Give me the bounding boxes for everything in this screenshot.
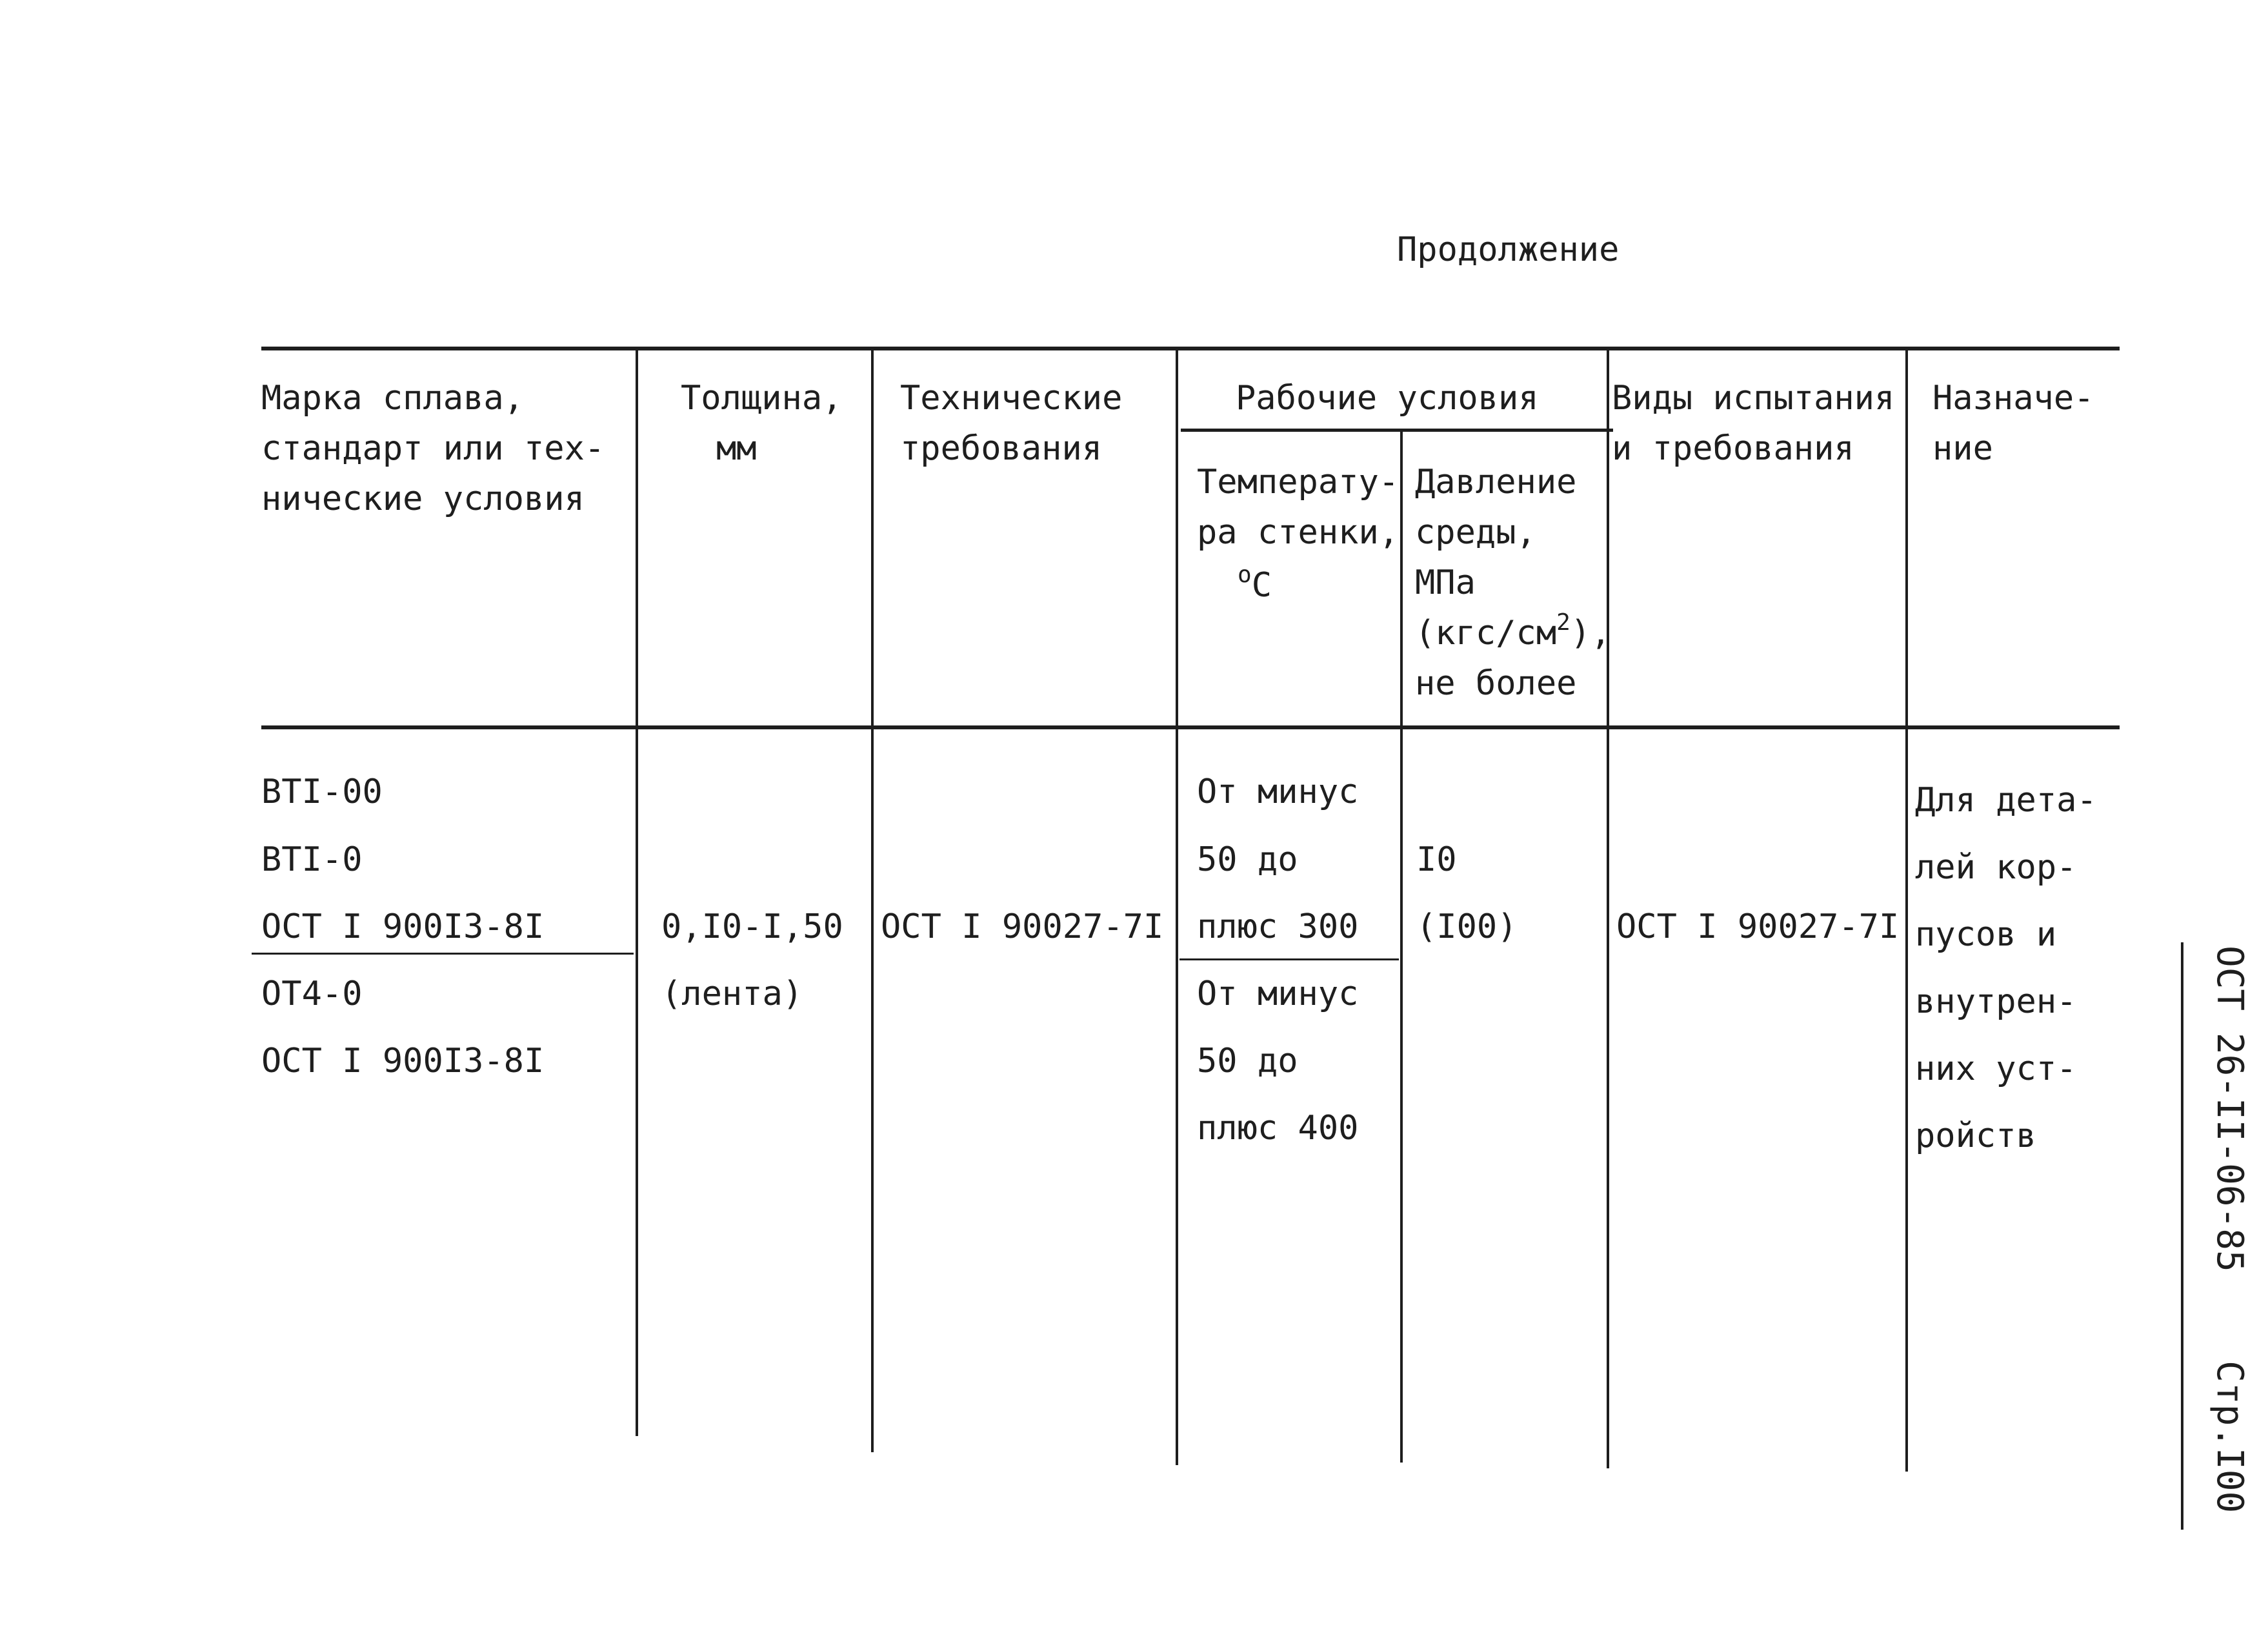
side-page-number: Стр.I00	[2209, 1361, 2251, 1514]
column-rule-5	[1607, 349, 1609, 1468]
column-rule-2	[871, 349, 874, 1452]
column-rule-4	[1400, 430, 1403, 1463]
cell-test-types: ОСТ I 90027-7I	[1616, 907, 1900, 946]
column-rule-1	[636, 349, 638, 1436]
column-rule-3	[1176, 349, 1178, 1465]
column-rule-6	[1905, 349, 1908, 1472]
header-bottom-rule	[261, 725, 2120, 729]
table-top-rule	[261, 347, 2120, 350]
side-rule	[2181, 942, 2183, 1530]
cell-technical-requirements: ОСТ I 90027-7I	[881, 907, 1164, 946]
side-document-code	[2200, 946, 2258, 1514]
side-code: ОСТ 26-II-06-85	[2209, 946, 2251, 1272]
continuation-label: Продолжение	[1397, 230, 1620, 269]
header-working-conditions: Рабочие условия	[1236, 379, 1539, 418]
